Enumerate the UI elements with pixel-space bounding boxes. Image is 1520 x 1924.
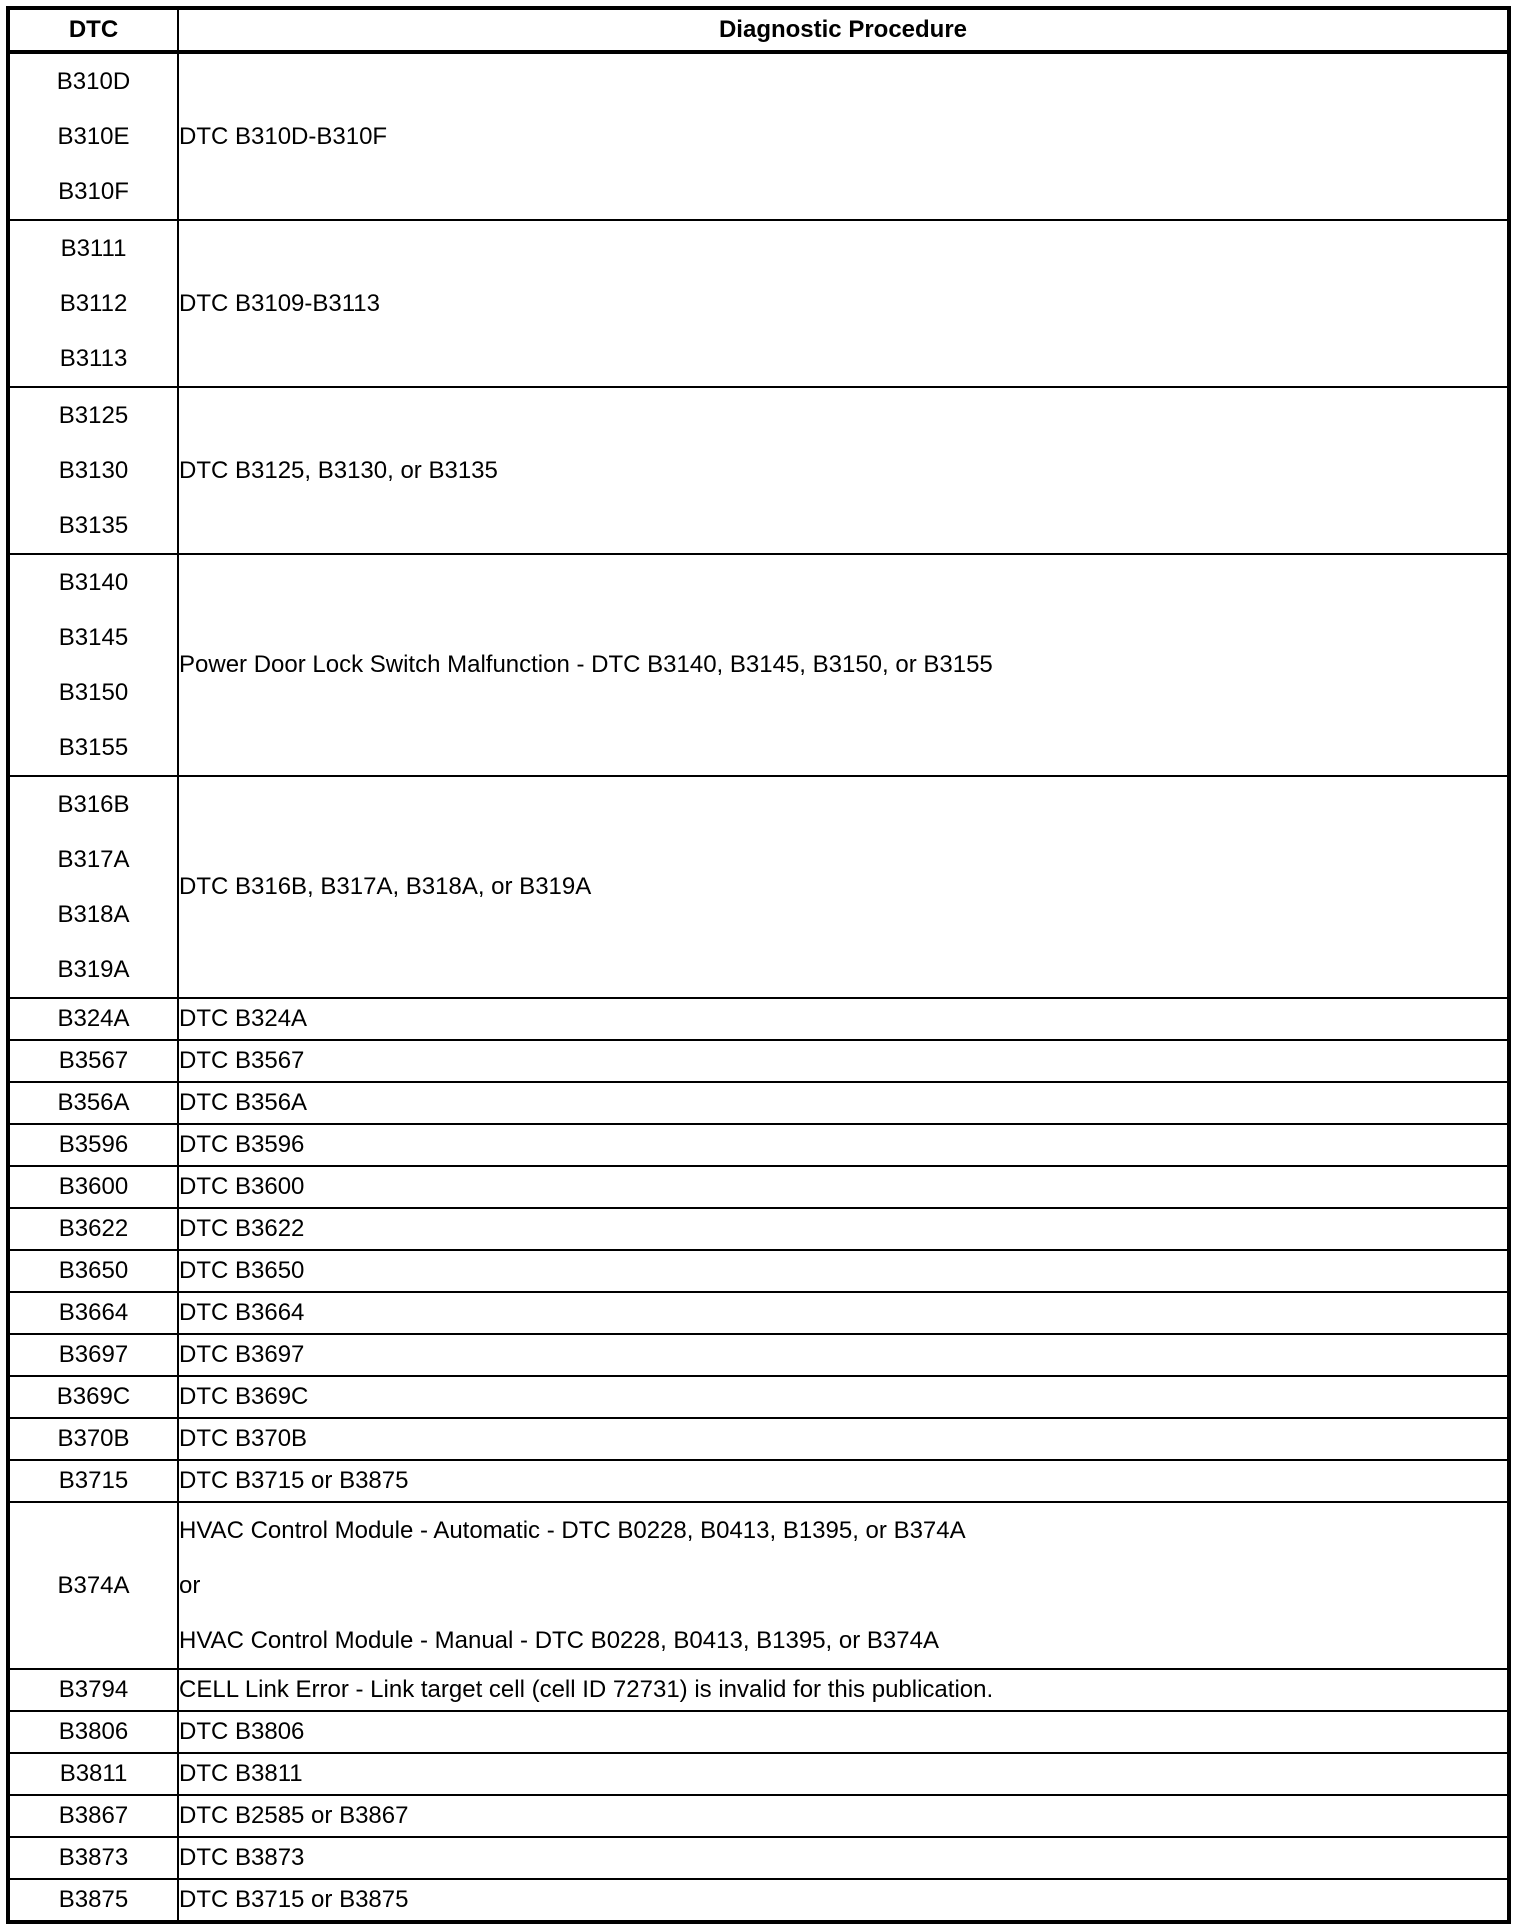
dtc-code: B3596 — [58, 1131, 129, 1158]
procedure-text: HVAC Control Module - Manual - DTC B0228, B0413, B1395, or B374A — [179, 1627, 939, 1654]
table-row — [8, 1753, 1509, 1795]
diagnostic-procedure-cell — [178, 1292, 1509, 1334]
table-row — [8, 1879, 1509, 1922]
dtc-cell — [8, 1879, 178, 1922]
diagnostic-procedure-cell — [178, 1124, 1509, 1166]
dtc-code: B3650 — [58, 1257, 129, 1284]
table-row — [8, 220, 1509, 387]
dtc-code: B3130 — [58, 457, 129, 484]
procedure-text: DTC B3596 — [179, 1131, 305, 1158]
diagnostic-procedure-cell — [178, 1040, 1509, 1082]
dtc-code: B3567 — [58, 1047, 129, 1074]
dtc-cell — [8, 998, 178, 1040]
dtc-cell — [8, 1418, 178, 1460]
dtc-cell — [8, 1753, 178, 1795]
table-row — [8, 1250, 1509, 1292]
procedure-text: DTC B369C — [179, 1383, 309, 1410]
diagnostic-procedure-cell — [178, 1837, 1509, 1879]
table-row — [8, 554, 1509, 776]
diagnostic-procedure-cell — [178, 1669, 1509, 1711]
procedure-text: DTC B3109-B3113 — [179, 289, 380, 317]
table-row — [8, 1082, 1509, 1124]
dtc-cell — [8, 52, 178, 220]
procedure-text: DTC B2585 or B3867 — [179, 1802, 409, 1829]
dtc-code: B3145 — [58, 624, 129, 651]
dtc-cell — [8, 776, 178, 998]
diagnostic-procedure-cell — [178, 1879, 1509, 1922]
dtc-code: B3112 — [59, 290, 128, 317]
dtc-code: B318A — [57, 901, 130, 928]
table-row — [8, 1376, 1509, 1418]
table-row — [8, 1124, 1509, 1166]
dtc-cell — [8, 1334, 178, 1376]
dtc-cell — [8, 1292, 178, 1334]
dtc-code: B3794 — [58, 1676, 129, 1703]
procedure-text: DTC B316B, B317A, B318A, or B319A — [179, 873, 592, 900]
dtc-cell — [8, 1837, 178, 1879]
diagnostic-procedure-cell — [178, 52, 1509, 220]
procedure-text: DTC B3715 or B3875 — [179, 1886, 409, 1913]
dtc-code: B3664 — [58, 1299, 129, 1326]
diagnostic-procedure-cell — [178, 1795, 1509, 1837]
dtc-code: B3113 — [59, 345, 128, 372]
table-row — [8, 998, 1509, 1040]
dtc-cell — [8, 1502, 178, 1669]
dtc-cell — [8, 1208, 178, 1250]
procedure-text: DTC B3664 — [179, 1299, 305, 1326]
procedure-text: HVAC Control Module - Automatic - DTC B0228, B0413, B1395, or B374A — [179, 1517, 966, 1544]
procedure-text: DTC B3125, B3130, or B3135 — [179, 456, 498, 484]
dtc-code: B310F — [58, 178, 129, 205]
dtc-code: B369C — [56, 1383, 131, 1410]
diagnostic-procedure-cell — [178, 220, 1509, 387]
dtc-cell — [8, 1250, 178, 1292]
table-body — [8, 52, 1509, 1922]
diagnostic-procedure-cell — [178, 1418, 1509, 1460]
diagnostic-procedure-cell — [178, 776, 1509, 998]
procedure-text: DTC B3600 — [179, 1173, 305, 1200]
procedure-text: Power Door Lock Switch Malfunction - DTC B3140, B3145, B3150, or B3155 — [179, 651, 993, 678]
diagnostic-procedure-cell — [178, 1502, 1509, 1669]
table-row — [8, 1166, 1509, 1208]
diagnostic-procedure-cell — [178, 1753, 1509, 1795]
dtc-cell — [8, 1124, 178, 1166]
dtc-cell — [8, 1376, 178, 1418]
dtc-cell — [8, 1711, 178, 1753]
dtc-code: B319A — [57, 956, 130, 983]
procedure-text: DTC B3697 — [179, 1341, 305, 1368]
dtc-code: B3622 — [58, 1215, 129, 1242]
table-row — [8, 387, 1509, 554]
diagnostic-procedure-cell — [178, 1334, 1509, 1376]
dtc-code: B310E — [57, 123, 130, 150]
procedure-text: DTC B356A — [179, 1089, 308, 1116]
procedure-text: DTC B310D-B310F — [179, 122, 388, 150]
table-row — [8, 1292, 1509, 1334]
procedure-text: DTC B3806 — [179, 1718, 305, 1745]
table-header-row — [8, 8, 1509, 52]
dtc-code: B356A — [57, 1089, 130, 1116]
dtc-cell — [8, 1166, 178, 1208]
procedure-text: DTC B3622 — [179, 1215, 305, 1242]
dtc-code: B324A — [57, 1005, 130, 1032]
header-diagnostic-procedure: Diagnostic Procedure — [178, 8, 1509, 52]
dtc-code: B3140 — [58, 569, 129, 596]
table-row — [8, 776, 1509, 998]
dtc-code: B3873 — [58, 1844, 129, 1871]
dtc-code: B3125 — [58, 402, 129, 429]
dtc-cell — [8, 554, 178, 776]
dtc-code: B3715 — [58, 1467, 129, 1494]
procedure-text: DTC B3873 — [179, 1844, 305, 1871]
table-row — [8, 1334, 1509, 1376]
table-row — [8, 1837, 1509, 1879]
procedure-text: DTC B324A — [179, 1005, 308, 1032]
diagnostic-procedure-cell — [178, 1082, 1509, 1124]
dtc-code: B3806 — [58, 1718, 129, 1745]
dtc-table — [6, 6, 1511, 1924]
dtc-code: B3875 — [58, 1886, 129, 1913]
header-dtc: DTC — [8, 8, 178, 52]
table-row — [8, 1208, 1509, 1250]
dtc-cell — [8, 1082, 178, 1124]
diagnostic-procedure-cell — [178, 998, 1509, 1040]
diagnostic-procedure-cell — [178, 1711, 1509, 1753]
table-row — [8, 1669, 1509, 1711]
procedure-text: CELL Link Error - Link target cell (cell ID 72731) is invalid for this publication. — [179, 1676, 994, 1703]
diagnostic-procedure-cell — [178, 1208, 1509, 1250]
diagnostic-procedure-cell — [178, 1250, 1509, 1292]
dtc-cell — [8, 1669, 178, 1711]
dtc-code: B310D — [56, 68, 131, 95]
dtc-code: B3697 — [58, 1341, 129, 1368]
dtc-cell — [8, 387, 178, 554]
procedure-text: DTC B3715 or B3875 — [179, 1467, 409, 1494]
dtc-code: B3155 — [58, 734, 129, 761]
procedure-text: or — [179, 1572, 201, 1599]
dtc-code: B3150 — [58, 679, 129, 706]
procedure-text: DTC B3567 — [179, 1047, 305, 1074]
table-row — [8, 1711, 1509, 1753]
table-row — [8, 1040, 1509, 1082]
dtc-cell — [8, 1795, 178, 1837]
procedure-text: DTC B370B — [179, 1425, 308, 1452]
diagnostic-procedure-cell — [178, 387, 1509, 554]
procedure-text: DTC B3811 — [179, 1760, 303, 1787]
dtc-code: B3111 — [60, 235, 127, 262]
table-row — [8, 1795, 1509, 1837]
dtc-cell — [8, 1040, 178, 1082]
diagnostic-procedure-cell — [178, 1460, 1509, 1502]
dtc-cell — [8, 1460, 178, 1502]
diagnostic-procedure-cell — [178, 1166, 1509, 1208]
table-row — [8, 1460, 1509, 1502]
dtc-cell — [8, 220, 178, 387]
dtc-code: B3811 — [59, 1760, 128, 1787]
diagnostic-procedure-cell — [178, 554, 1509, 776]
dtc-code: B370B — [57, 1425, 130, 1452]
dtc-code: B3135 — [58, 512, 129, 539]
procedure-text: DTC B3650 — [179, 1257, 305, 1284]
table-row — [8, 1418, 1509, 1460]
dtc-code: B316B — [57, 791, 130, 818]
dtc-code: B3600 — [58, 1173, 129, 1200]
dtc-code: B317A — [57, 846, 130, 873]
table-row — [8, 52, 1509, 220]
dtc-code: B3867 — [58, 1802, 129, 1829]
diagnostic-procedure-cell — [178, 1376, 1509, 1418]
dtc-code: B374A — [57, 1572, 130, 1599]
table-row — [8, 1502, 1509, 1669]
